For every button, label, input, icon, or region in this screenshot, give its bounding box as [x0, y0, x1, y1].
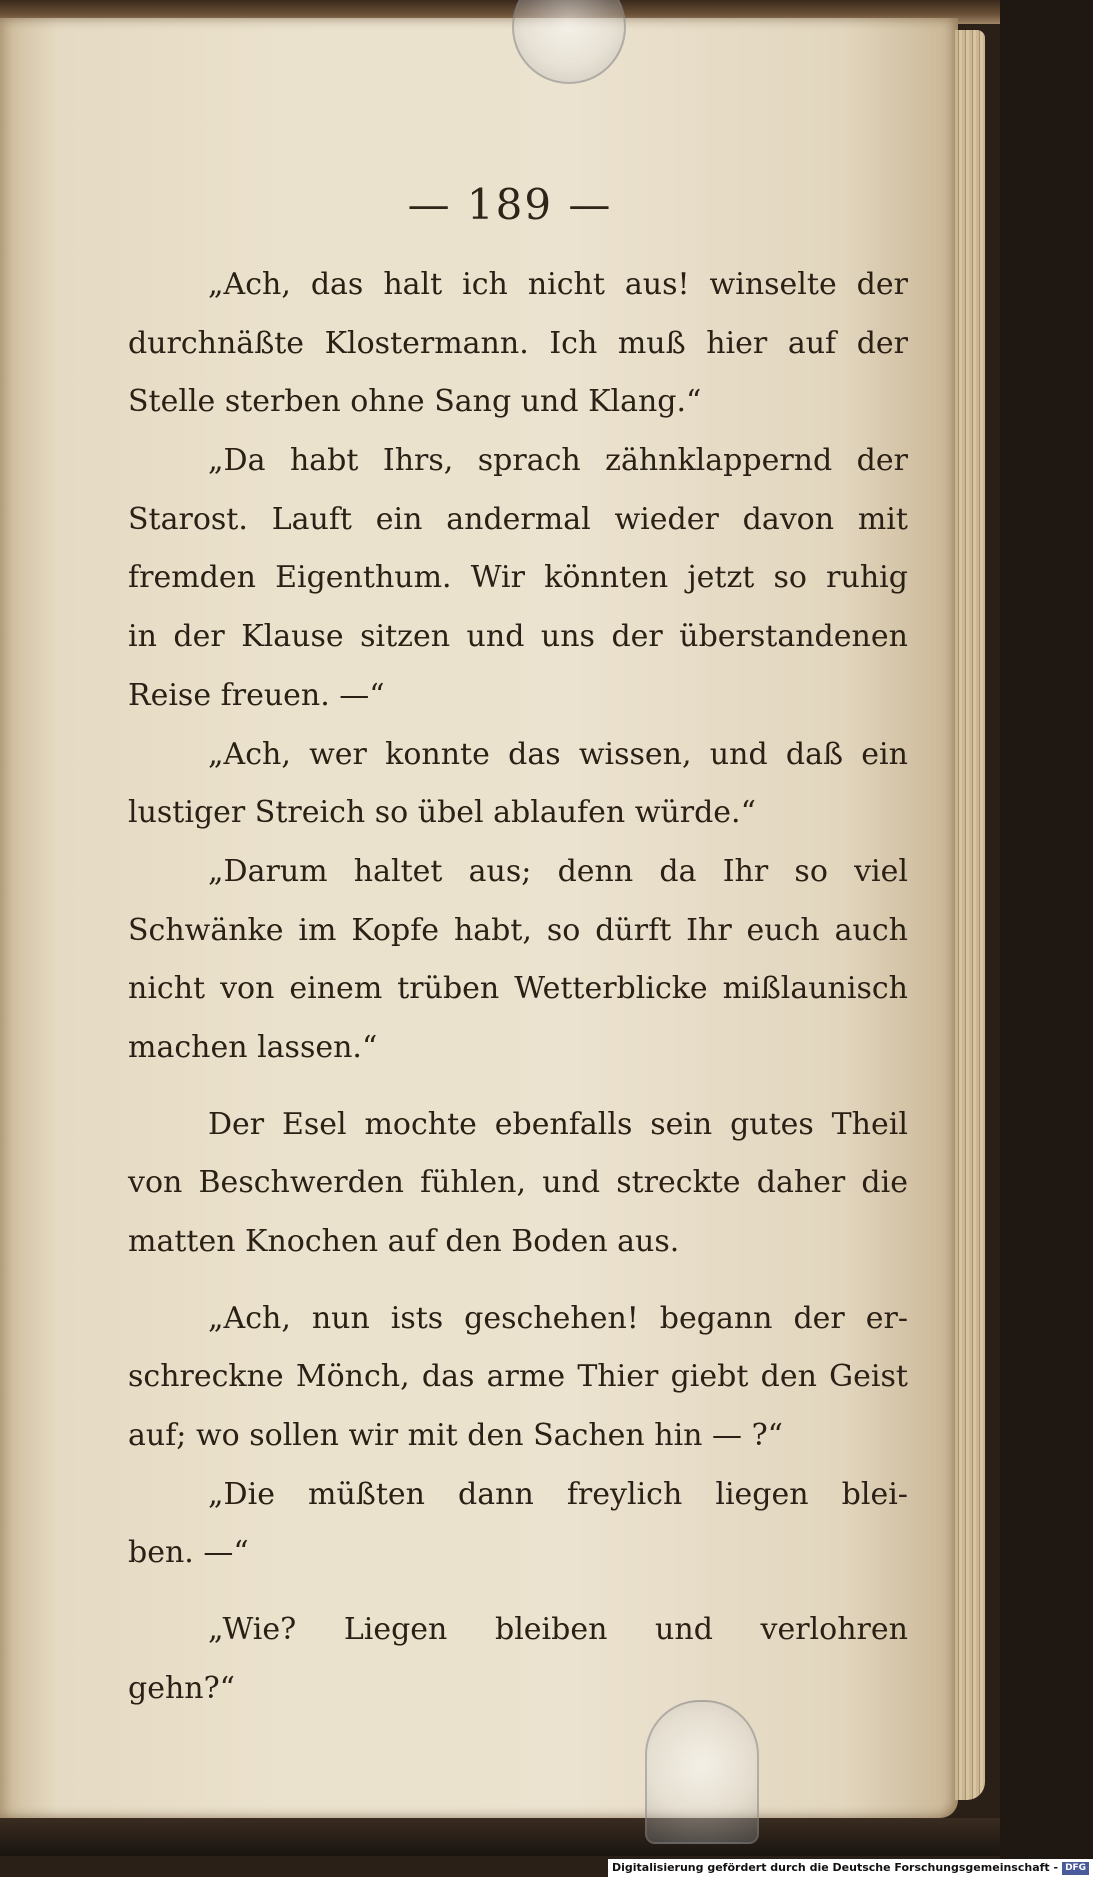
text-line: „Ach, das halt ich nicht aus! winselte der	[208, 267, 908, 302]
text-line: Starost. Lauft ein andermal wieder davon mit	[128, 501, 908, 537]
digitization-credit	[608, 1859, 1093, 1877]
text-line: „Ach, wer konnte das wissen, und daß ein	[208, 736, 908, 772]
text-line: Reise freuen. —“	[128, 677, 385, 713]
text-line: auf; wo sollen wir mit den Sachen hin — ?“	[128, 1418, 783, 1454]
page-number: — 189 —	[407, 180, 613, 229]
text-line: schreckne Mönch, das arme Thier giebt den Geist	[128, 1359, 908, 1395]
text-line: „Ach, nun ists geschehen! begann der er-	[208, 1300, 908, 1336]
text-line: nicht von einem trüben Wetterblicke mißlaunisch	[128, 971, 908, 1007]
text-line: Der Esel mochte ebenfalls sein gutes Theil	[208, 1106, 908, 1142]
text-line: Stelle sterben ohne Sang und Klang.“	[128, 384, 702, 420]
book-bottom-edge	[0, 1818, 1000, 1856]
book-clamp-bottom	[645, 1700, 759, 1844]
text-line: „Darum haltet aus; denn da Ihr so viel	[208, 853, 908, 889]
dfg-logo: DFG	[1062, 1862, 1089, 1875]
text-line: von Beschwerden fühlen, und streckte daher die	[128, 1165, 908, 1201]
text-line: Schwänke im Kopfe habt, so dürft Ihr euch auch	[128, 912, 908, 948]
body-text	[128, 256, 908, 1719]
text-line: machen lassen.“	[128, 1029, 378, 1065]
text-line: „Die müßten dann freylich liegen blei-	[208, 1476, 908, 1512]
text-line: lustiger Streich so übel ablaufen würde.“	[128, 795, 756, 831]
text-line: fremden Eigenthum. Wir könnten jetzt so ruhig	[128, 560, 908, 596]
text-line: „Da habt Ihrs, sprach zähnklappernd der	[208, 443, 908, 479]
text-line: ben. —“	[128, 1535, 249, 1571]
text-line: matten Knochen auf den Boden aus.	[128, 1224, 680, 1259]
text-line: durchnäßte Klostermann. Ich muß hier auf der	[128, 325, 908, 361]
page-stack-edge	[955, 30, 985, 1800]
credit-text: Digitalisierung gefördert durch die Deutsche Forschungsgemeinschaft -	[612, 1861, 1059, 1874]
text-line: gehn?“	[128, 1670, 236, 1706]
text-line: in der Klause sitzen und uns der überstandenen	[128, 619, 908, 655]
text-line: „Wie? Liegen bleiben und verlohren	[208, 1612, 908, 1648]
